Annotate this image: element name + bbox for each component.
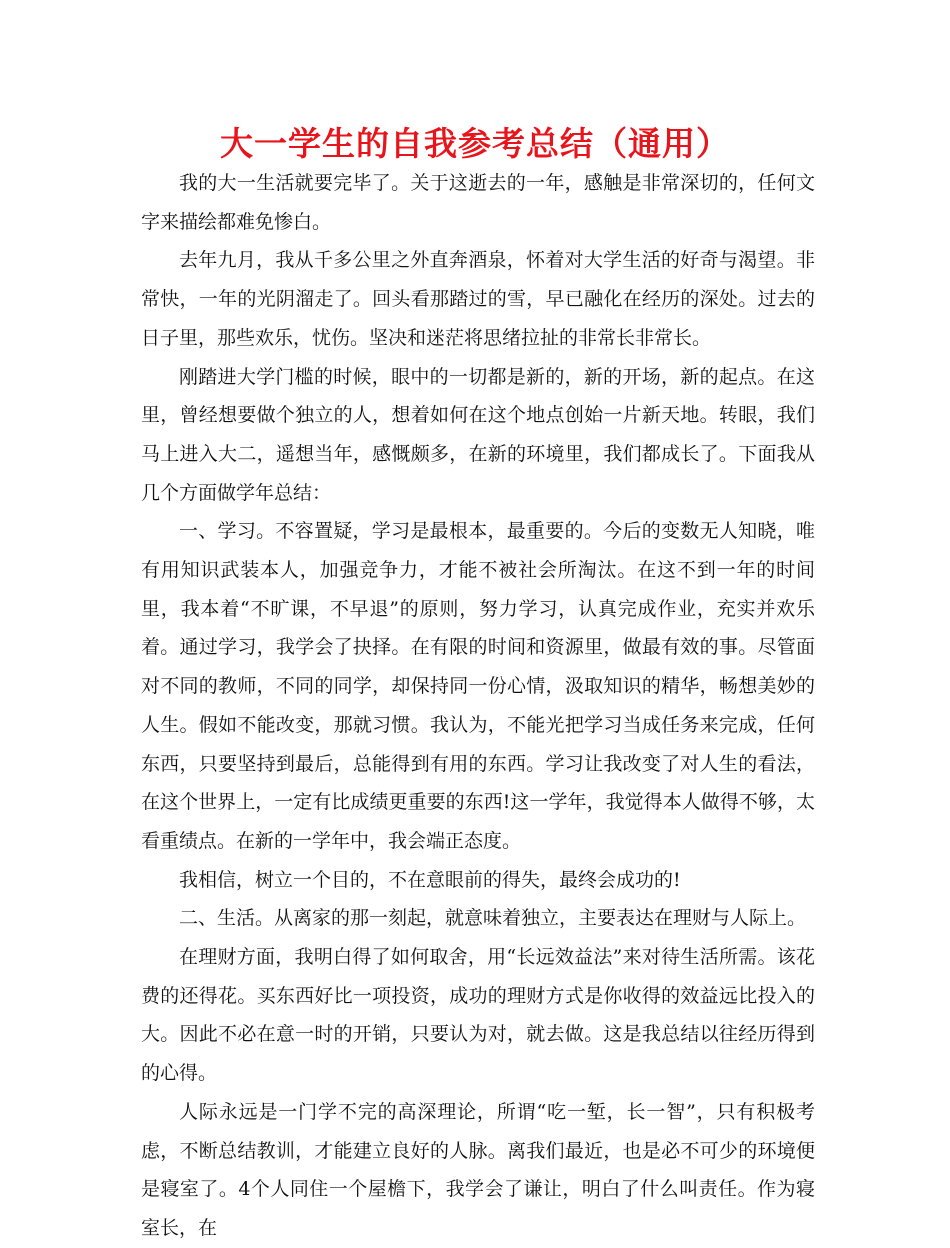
paragraph: 在理财方面，我明白得了如何取舍，用“长远效益法”来对待生活所需。该花费的还得花。买东西好比一项投资，成功的理财方式是你收得的效益远比投入的大。因此不必在意一时的开销，只要认为对，就去做。这是我总结以往经历得到的心得。 bbox=[141, 946, 815, 1085]
paragraph: 一、学习。不容置疑，学习是最根本，最重要的。今后的变数无人知晓，唯有用知识武装本人，加强竞争力，才能不被社会所淘汰。在这不到一年的时间里，我本着“不旷课，不早退”的原则，努力学习，认真完成作业，充实并欢乐着。通过学习，我学会了抉择。在有限的时间和资源里，做最有效的事。尽管面对不同的教师，不同的同学，却保持同一份心情，汲取知识的精华，畅想美妙的人生。假如不能改变，那就习惯。我认为，不能光把学习当成任务来完成，任何东西，只要坚持到最后，总能得到有用的东西。学习让我改变了对人生的看法，在这个世界上，一定有比成绩更重要的东西!这一学年，我觉得本人做得不够，太看重绩点。在新的一学年中，我会端正态度。 bbox=[141, 520, 815, 852]
document-title: 大一学生的自我参考总结（通用） bbox=[220, 124, 730, 163]
paragraph: 我相信，树立一个目的，不在意眼前的得失，最终会成功的! bbox=[179, 868, 681, 891]
paragraph: 我的大一生活就要完毕了。关于这逝去的一年，感触是非常深切的，任何文字来描绘都难免惨白。 bbox=[141, 172, 815, 233]
document-body bbox=[141, 164, 815, 1248]
paragraph: 去年九月，我从千多公里之外直奔酒泉，怀着对大学生活的好奇与渴望。非常快，一年的光阴溜走了。回头看那踏过的雪，早已融化在经历的深处。过去的日子里，那些欢乐，忧伤。坚决和迷茫将思绪拉扯的非常长非常长。 bbox=[141, 249, 815, 349]
paragraph: 刚踏进大学门槛的时候，眼中的一切都是新的，新的开场，新的起点。在这里，曾经想要做个独立的人，想着如何在这个地点创始一片新天地。转眼，我们马上进入大二，遥想当年，感慨颇多，在新的环境里，我们都成长了。下面我从几个方面做学年总结： bbox=[141, 365, 815, 504]
paragraph: 人际永远是一门学不完的高深理论，所谓“吃一堑，长一智”，只有积极考虑，不断总结教训，才能建立良好的人脉。离我们最近，也是必不可少的环境便是寝室了。4个人同住一个屋檐下，我学会了谦让，明白了什么叫责任。作为寝室长，在 bbox=[141, 1100, 815, 1239]
paragraph: 二、生活。从离家的那一刻起，就意味着独立，主要表达在理财与人际上。 bbox=[179, 907, 807, 930]
